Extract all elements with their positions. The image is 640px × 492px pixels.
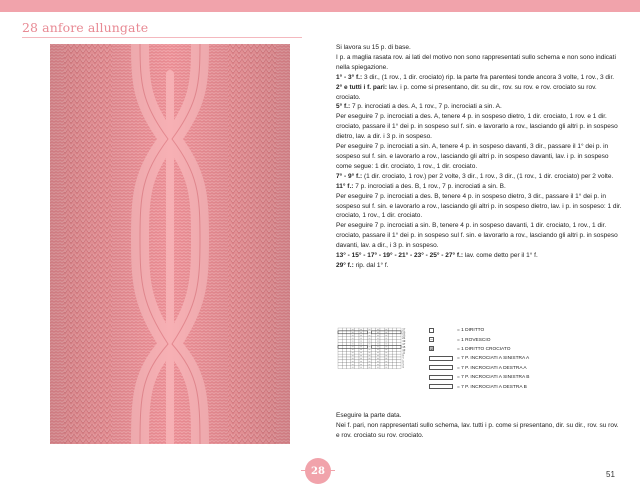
chart-cell — [346, 366, 350, 369]
chart-cell — [372, 343, 376, 346]
chart-cell — [338, 331, 342, 334]
chart-cell — [372, 357, 376, 360]
chart-cell — [393, 366, 397, 369]
chart-row-number: 21 — [402, 336, 406, 341]
chart-cell — [363, 340, 367, 343]
chart-cell — [397, 328, 401, 331]
chart-cell — [346, 351, 350, 354]
chart-cell — [380, 354, 384, 357]
chart-cell — [355, 343, 359, 346]
chart-cell — [372, 354, 376, 357]
chart-cell — [393, 348, 397, 351]
chart-cell — [355, 354, 359, 357]
chart-cell — [363, 348, 367, 351]
top-color-bar — [0, 0, 640, 12]
chart-cell — [388, 366, 392, 369]
chart-cell — [342, 348, 346, 351]
chart-row-number: 13 — [402, 347, 406, 352]
instruction-line: 7° - 9° f.: (1 dir. crociato, 1 rov.) per 2 volte, 3 dir., 1 rov., 3 dir., (1 rov., 1 dir. crociato) per 2 volte. — [336, 172, 614, 180]
instruction-line: I p. a maglia rasata rov. ai lati del motivo non sono rappresentati sullo schema e non sono indicati nella spiegazione. — [336, 53, 616, 71]
chart-row-number: 5 — [402, 359, 404, 364]
instruction-line: Per eseguire 7 p. incrociati a des. A, tenere 4 p. in sospeso dietro, 1 dir. crociato, 1 rov. e 1 dir. crociato, passare il 1° dei p. in sospeso sul f. sin. e lavorarlo a rov., lasciando gli altri p. in sospeso dietro, lav. a dir. i 3 p. in sospeso. — [336, 113, 618, 141]
knit-symbol-icon — [429, 328, 434, 333]
chart-cell — [393, 331, 397, 334]
chart-row-number: 1 — [402, 365, 404, 369]
chart-cell — [393, 340, 397, 343]
pattern-number-badge: 28 — [305, 458, 331, 484]
chart-cell — [346, 354, 350, 357]
stitch-chart — [336, 327, 416, 374]
chart-cell — [363, 351, 367, 354]
chart-cell — [388, 348, 392, 351]
chart-cell — [393, 360, 397, 363]
chart-cell — [388, 343, 392, 346]
chart-cell — [380, 363, 384, 366]
chart-cell — [393, 354, 397, 357]
chart-cell — [346, 334, 350, 337]
cable-right-a-symbol-icon — [429, 365, 453, 370]
chart-cell — [380, 334, 384, 337]
chart-cell — [342, 357, 346, 360]
chart-cell — [342, 334, 346, 337]
chart-cell — [355, 337, 359, 340]
chart-cell — [346, 343, 350, 346]
chart-cell — [397, 351, 401, 354]
chart-cell — [397, 334, 401, 337]
chart-cell — [388, 337, 392, 340]
legend-item: = 7 P. INCROCIATI A DESTRA B — [428, 382, 529, 391]
chart-cell — [380, 337, 384, 340]
chart-cell — [363, 345, 367, 348]
legend-item: Ջ = 1 DIRITTO CROCIATO — [430, 346, 511, 352]
chart-cell — [388, 340, 392, 343]
chart-legend — [428, 326, 529, 392]
knitted-swatch-photo — [50, 44, 290, 444]
chart-cell — [380, 331, 384, 334]
chart-cell — [393, 351, 397, 354]
cable-left-b-symbol-icon — [429, 375, 453, 380]
instruction-line: 5° f.: 7 p. incrociati a des. A, 1 rov., 7 p. incrociati a sin. A. — [336, 103, 502, 111]
chart-cell — [388, 354, 392, 357]
chart-cell — [388, 363, 392, 366]
chart-cell — [338, 354, 342, 357]
chart-cell — [355, 331, 359, 334]
chart-cell — [355, 357, 359, 360]
page-number: 51 — [606, 470, 615, 479]
chart-cell — [393, 334, 397, 337]
chart-row-number: 17 — [402, 342, 406, 346]
chart-cell — [346, 360, 350, 363]
chart-cell — [363, 357, 367, 360]
legend-item: = 7 P. INCROCIATI A DESTRA A — [428, 364, 529, 373]
chart-cell — [338, 337, 342, 340]
chart-cell — [338, 328, 342, 331]
chart-row-number: 27 — [402, 327, 406, 332]
instruction-line: 13° - 15° - 17° - 19° - 21° - 23° - 25° - 27° f.: lav. come detto per il 1° f. — [336, 252, 538, 260]
chart-cell — [342, 337, 346, 340]
instruction-line: Per eseguire 7 p. incrociati a sin. B, tenere 4 p. in sospeso davanti, 1 dir. crociato, 1 rov., 1 dir. crociato, passare il 1° dei p. in sospeso sul f. sin. e lavorarlo a rov., lasciando gli altri p. in sospeso davanti, lav. a dir., i 3 p. in sospeso. — [336, 222, 618, 250]
chart-cell — [346, 345, 350, 348]
chart-row-number: 11 — [402, 350, 406, 355]
chart-cell — [363, 343, 367, 346]
chart-cell — [397, 340, 401, 343]
instruction-line: Si lavora su 15 p. di base. — [336, 44, 411, 51]
chart-row-number: 19 — [402, 339, 406, 344]
legend-item: = 1 DIRITTO — [428, 326, 529, 335]
chart-cell — [380, 348, 384, 351]
chart-cell — [338, 357, 342, 360]
chart-cell — [342, 354, 346, 357]
closing-notes — [336, 411, 622, 442]
chart-cell — [397, 354, 401, 357]
chart-cell — [346, 357, 350, 360]
chart-cell — [397, 343, 401, 346]
chart-cell — [372, 345, 376, 348]
chart-cell — [342, 345, 346, 348]
chart-cell — [388, 328, 392, 331]
chart-cell — [342, 351, 346, 354]
chart-row-number: 7 — [402, 356, 404, 361]
chart-cell — [346, 328, 350, 331]
purl-symbol-icon: – — [430, 337, 433, 343]
legend-item: = 7 P. INCROCIATI A SINISTRA B — [428, 373, 529, 382]
twisted-knit-symbol-icon: Ջ — [430, 346, 434, 352]
chart-cell — [363, 360, 367, 363]
chart-row-number: 15 — [402, 344, 406, 349]
legend-item: – = 1 ROVESCIO — [430, 337, 491, 343]
instruction-line: Per eseguire 7 p. incrociati a sin. A, tenere 4 p. in sospeso davanti, 3 dir., passare il 1° dei p. in sospeso sul f. sin. e lavorarlo a rov., lasciando gli altri p. in sospeso davanti, lav. i p. in sospeso come segue: 1 dir. crociato, 1 rov., 1 dir. crociato. — [336, 143, 609, 170]
chart-cell — [393, 345, 397, 348]
chart-cell — [346, 363, 350, 366]
instructions-block — [336, 43, 622, 271]
chart-cell — [338, 360, 342, 363]
chart-row-number: 25 — [402, 330, 406, 335]
chart-cell — [397, 360, 401, 363]
chart-cell — [372, 331, 376, 334]
chart-cell — [397, 366, 401, 369]
chart-cell — [380, 345, 384, 348]
chart-cell — [388, 331, 392, 334]
chart-cell — [355, 334, 359, 337]
chart-cell — [372, 363, 376, 366]
chart-cell — [388, 345, 392, 348]
chart-cell — [397, 337, 401, 340]
chart-cell — [338, 363, 342, 366]
chart-cell — [346, 337, 350, 340]
chart-cell — [338, 345, 342, 348]
instruction-line: 11° f.: 7 p. incrociati a des. B, 1 rov., 7 p. incrociati a sin. B. — [336, 182, 506, 190]
chart-cell — [338, 340, 342, 343]
chart-cell — [393, 363, 397, 366]
chart-cell — [355, 328, 359, 331]
chart-cell — [397, 348, 401, 351]
chart-cell — [380, 360, 384, 363]
chart-cell — [355, 345, 359, 348]
instruction-line: 1° - 3° f.: 3 dir., (1 rov., 1 dir. crociato) rip. la parte fra parentesi tonde ancora 3 volte, 1 rov., 3 dir. — [336, 73, 615, 81]
cable-left-a-symbol-icon — [429, 356, 453, 361]
chart-cell — [342, 363, 346, 366]
chart-cell — [372, 334, 376, 337]
chart-cell — [372, 351, 376, 354]
chart-cell — [363, 337, 367, 340]
chart-cell — [380, 366, 384, 369]
chart-cell — [363, 354, 367, 357]
instruction-line: Per eseguire 7 p. incrociati a des. B, tenere 4 p. in sospeso dietro, 3 dir., passare il 1° dei p. in sospeso sul f. sin. e lavorarlo a rov., lasciando gli altri p. in sospeso dietro, lav. i p. in sospeso: 1 dir. crociato, 1 rov., 1 dir. crociato. — [336, 192, 622, 220]
chart-cell — [338, 351, 342, 354]
chart-cell — [355, 366, 359, 369]
chart-cell — [388, 357, 392, 360]
chart-cell — [363, 366, 367, 369]
chart-cell — [388, 334, 392, 337]
chart-cell — [342, 366, 346, 369]
chart-cell — [380, 357, 384, 360]
chart-cell — [355, 340, 359, 343]
chart-cell — [397, 357, 401, 360]
chart-cell — [355, 360, 359, 363]
instruction-line: 29° f.: rip. dal 1° f. — [336, 261, 389, 269]
chart-cell — [342, 328, 346, 331]
chart-cell — [372, 360, 376, 363]
chart-cell — [380, 328, 384, 331]
chart-cell — [342, 360, 346, 363]
chart-cell — [388, 360, 392, 363]
chart-cell — [393, 337, 397, 340]
chart-cell — [363, 328, 367, 331]
chart-cell — [363, 331, 367, 334]
chart-cell — [380, 351, 384, 354]
chart-cell — [355, 351, 359, 354]
chart-cell — [393, 328, 397, 331]
chart-cell — [372, 366, 376, 369]
chart-cell — [388, 351, 392, 354]
chart-cell — [393, 357, 397, 360]
chart-cell — [397, 345, 401, 348]
chart-cell — [338, 366, 342, 369]
note-line: Eseguire la parte data. — [336, 412, 402, 419]
chart-cell — [342, 343, 346, 346]
chart-cell — [372, 348, 376, 351]
legend-item: = 7 P. INCROCIATI A SINISTRA A — [428, 354, 529, 363]
chart-cell — [397, 331, 401, 334]
chart-cell — [380, 340, 384, 343]
chart-cell — [346, 340, 350, 343]
chart-cell — [393, 343, 397, 346]
chart-cell — [372, 340, 376, 343]
chart-cell — [372, 328, 376, 331]
chart-cell — [342, 340, 346, 343]
chart-cell — [363, 363, 367, 366]
chart-row-number: 9 — [402, 353, 404, 358]
chart-row-number: 23 — [402, 333, 406, 338]
chart-row-number: 3 — [402, 362, 404, 367]
title-underline — [22, 37, 302, 38]
chart-cell — [363, 334, 367, 337]
instruction-line: 2° e tutti i f. pari: lav. i p. come si presentano, dir. su dir., rov. su rov. e rov. crociato su rov. crociato. — [336, 83, 597, 101]
chart-cell — [338, 348, 342, 351]
chart-cell — [342, 331, 346, 334]
page-title: 28 anfore allungate — [22, 20, 149, 35]
chart-cell — [338, 343, 342, 346]
chart-cell — [338, 334, 342, 337]
chart-cell — [346, 348, 350, 351]
cable-right-b-symbol-icon — [429, 384, 453, 389]
chart-cell — [372, 337, 376, 340]
chart-cell — [397, 363, 401, 366]
chart-cell — [380, 343, 384, 346]
chart-cell — [346, 331, 350, 334]
chart-cell — [355, 363, 359, 366]
note-line: Nei f. pari, non rappresentati sullo schema, lav. tutti i p. come si presentano, dir. su dir., rov. su rov. e rov. crociato su rov. crociato. — [336, 422, 619, 440]
chart-cell — [355, 348, 359, 351]
